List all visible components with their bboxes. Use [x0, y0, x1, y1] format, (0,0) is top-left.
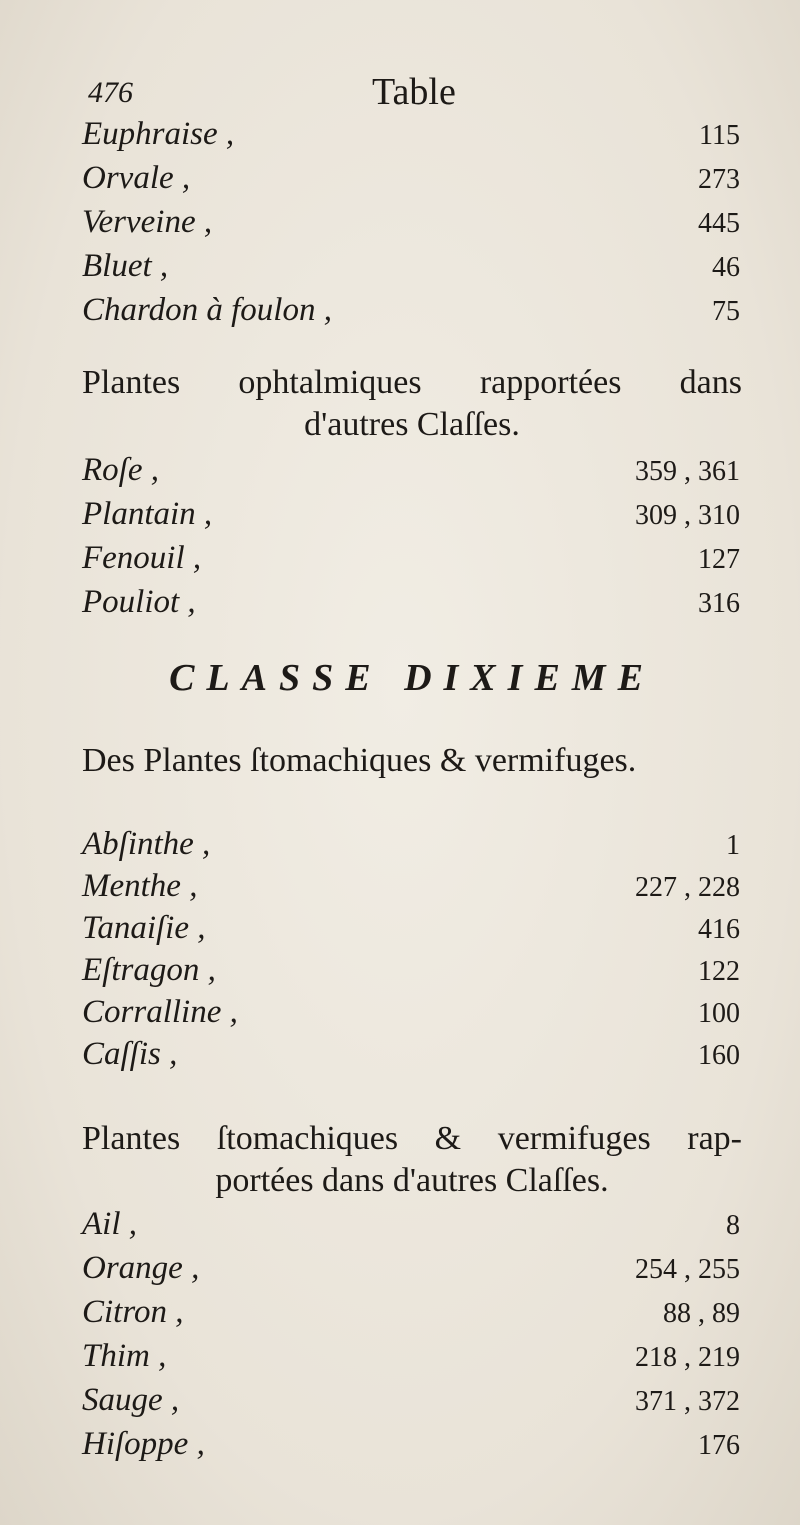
section-heading-line: portées dans d'autres Claſſes.	[215, 1162, 609, 1199]
section-heading-line: d'autres Claſſes.	[304, 406, 520, 443]
entry-name: Caſſis ,	[82, 1036, 178, 1072]
entry-pages: 254 , 255	[635, 1254, 740, 1285]
entry-pages: 75	[712, 296, 740, 327]
entry-name: Euphraise ,	[82, 116, 235, 152]
section-heading-line: Plantes ophtalmiques rapportées dans	[82, 364, 742, 401]
entry-name: Corralline ,	[82, 994, 238, 1030]
entry-pages: 127	[698, 544, 740, 575]
entry-pages: 176	[698, 1430, 740, 1461]
entry-name: Hiſoppe ,	[82, 1426, 205, 1462]
index-entry	[0, 584, 800, 630]
running-head	[82, 72, 742, 122]
index-entry	[0, 1206, 800, 1252]
entry-pages: 8	[726, 1210, 740, 1241]
class-title: CLASSE DIXIEME	[169, 657, 655, 699]
entry-name: Eſtragon ,	[82, 952, 216, 988]
entry-name: Bluet ,	[82, 248, 169, 284]
section-heading	[82, 362, 742, 446]
entry-pages: 46	[712, 252, 740, 283]
index-entry	[0, 248, 800, 294]
index-entry	[0, 994, 800, 1040]
entry-name: Pouliot ,	[82, 584, 196, 620]
entry-name: Tanaiſie ,	[82, 910, 206, 946]
page-number: 476	[88, 76, 133, 109]
index-entry	[0, 1294, 800, 1340]
index-entry	[0, 1338, 800, 1384]
index-entry	[0, 1426, 800, 1472]
section-heading	[82, 1118, 742, 1202]
entry-pages: 115	[699, 120, 740, 151]
page-title: Table	[372, 71, 456, 113]
entry-pages: 416	[698, 914, 740, 945]
entry-name: Orvale ,	[82, 160, 191, 196]
index-entry	[0, 952, 800, 998]
index-entry	[0, 868, 800, 914]
entry-pages: 218 , 219	[635, 1342, 740, 1373]
index-entry	[0, 540, 800, 586]
entry-name: Sauge ,	[82, 1382, 180, 1418]
entry-name: Verveine ,	[82, 204, 213, 240]
entry-pages: 371 , 372	[635, 1386, 740, 1417]
index-entry	[0, 1382, 800, 1428]
entry-pages: 227 , 228	[635, 872, 740, 903]
entry-pages: 88 , 89	[663, 1298, 740, 1329]
index-entry	[0, 116, 800, 162]
entry-pages: 1	[726, 830, 740, 861]
entry-name: Fenouil ,	[82, 540, 202, 576]
entry-pages: 273	[698, 164, 740, 195]
index-entry	[0, 496, 800, 542]
entry-name: Citron ,	[82, 1294, 184, 1330]
entry-pages: 316	[698, 588, 740, 619]
entry-pages: 100	[698, 998, 740, 1029]
entry-pages: 445	[698, 208, 740, 239]
entry-name: Thim ,	[82, 1338, 167, 1374]
entry-name: Orange ,	[82, 1250, 200, 1286]
entry-name: Roſe ,	[82, 452, 159, 488]
index-entry	[0, 826, 800, 872]
entry-pages: 359 , 361	[635, 456, 740, 487]
entry-name: Abſinthe ,	[82, 826, 211, 862]
entry-pages: 160	[698, 1040, 740, 1071]
index-entry	[0, 1250, 800, 1296]
entry-pages: 122	[698, 956, 740, 987]
entry-pages: 309 , 310	[635, 500, 740, 531]
index-entry	[0, 204, 800, 250]
index-entry	[0, 160, 800, 206]
index-entry	[0, 1036, 800, 1082]
entry-name: Ail ,	[82, 1206, 137, 1242]
section-heading-line: Plantes ſtomachiques & vermifuges rap-	[82, 1120, 742, 1157]
index-entry	[0, 910, 800, 956]
index-entry	[0, 292, 800, 338]
entry-name: Menthe ,	[82, 868, 198, 904]
class-subtitle: Des Plantes ſtomachiques & vermifuges.	[82, 742, 637, 779]
entry-name: Plantain ,	[82, 496, 213, 532]
index-entry	[0, 452, 800, 498]
entry-name: Chardon à foulon ,	[82, 292, 332, 328]
